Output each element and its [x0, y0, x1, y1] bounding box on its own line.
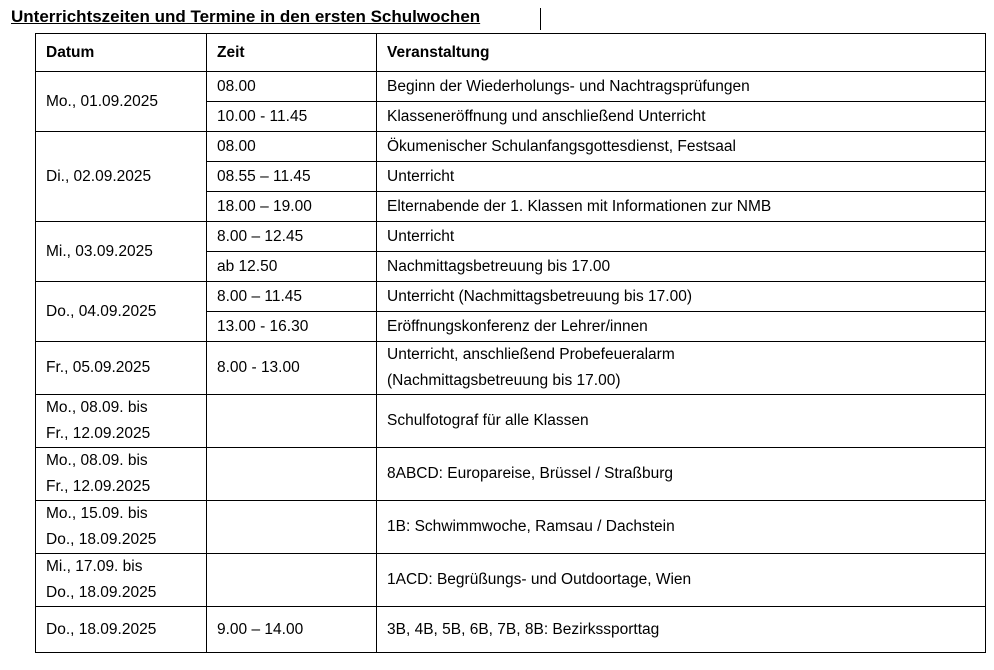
- text-cursor: [540, 8, 541, 30]
- time-cell: 08.55 – 11.45: [207, 162, 377, 192]
- table-header-row: [36, 34, 986, 72]
- table-row: [36, 222, 986, 252]
- event-cell: Unterricht: [377, 222, 986, 252]
- time-cell: [207, 501, 377, 554]
- event-cell: Schulfotograf für alle Klassen: [377, 395, 986, 448]
- date-line: Fr., 12.09.2025: [46, 478, 151, 495]
- date-line: Fr., 12.09.2025: [46, 425, 151, 442]
- table-row: [36, 448, 986, 501]
- date-line: Mi., 17.09. bis: [46, 558, 143, 575]
- table-row: [36, 132, 986, 162]
- event-line: (Nachmittagsbetreuung bis 17.00): [387, 372, 621, 389]
- time-cell: 10.00 - 11.45: [207, 102, 377, 132]
- time-cell: [207, 554, 377, 607]
- date-cell: Fr., 05.09.2025: [36, 342, 207, 395]
- table-row: [36, 282, 986, 312]
- date-line: Mo., 08.09. bis: [46, 452, 148, 469]
- table-row: [36, 554, 986, 607]
- time-cell: 8.00 - 13.00: [207, 342, 377, 395]
- date-range-cell: [36, 395, 207, 448]
- time-cell: 13.00 - 16.30: [207, 312, 377, 342]
- header-veranstaltung: Veranstaltung: [377, 34, 986, 72]
- time-cell: [207, 448, 377, 501]
- time-cell: 8.00 – 11.45: [207, 282, 377, 312]
- time-cell: ab 12.50: [207, 252, 377, 282]
- date-cell: Mo., 01.09.2025: [36, 72, 207, 132]
- table-row: [36, 501, 986, 554]
- event-cell: 3B, 4B, 5B, 6B, 7B, 8B: Bezirkssporttag: [377, 607, 986, 653]
- date-cell: Mi., 03.09.2025: [36, 222, 207, 282]
- date-cell: Di., 02.09.2025: [36, 132, 207, 222]
- event-cell: Eröffnungskonferenz der Lehrer/innen: [377, 312, 986, 342]
- table-row: [36, 342, 986, 395]
- event-line: Unterricht, anschließend Probefeueralarm: [387, 346, 675, 363]
- event-cell: Ökumenischer Schulanfangsgottesdienst, Festsaal: [377, 132, 986, 162]
- event-cell: Elternabende der 1. Klassen mit Informationen zur NMB: [377, 192, 986, 222]
- event-cell: Klasseneröffnung und anschließend Unterricht: [377, 102, 986, 132]
- time-cell: 9.00 – 14.00: [207, 607, 377, 653]
- header-zeit: Zeit: [207, 34, 377, 72]
- date-range-cell: [36, 554, 207, 607]
- table-row: [36, 72, 986, 102]
- event-cell: Beginn der Wiederholungs- und Nachtragsprüfungen: [377, 72, 986, 102]
- event-cell: Unterricht (Nachmittagsbetreuung bis 17.00): [377, 282, 986, 312]
- event-cell: 8ABCD: Europareise, Brüssel / Straßburg: [377, 448, 986, 501]
- date-line: Do., 18.09.2025: [46, 531, 157, 548]
- event-cell: Unterricht: [377, 162, 986, 192]
- date-line: Mo., 15.09. bis: [46, 505, 148, 522]
- time-cell: 18.00 – 19.00: [207, 192, 377, 222]
- date-line: Do., 18.09.2025: [46, 584, 157, 601]
- event-cell: 1B: Schwimmwoche, Ramsau / Dachstein: [377, 501, 986, 554]
- table-row: [36, 607, 986, 653]
- document-title: Unterrichtszeiten und Termine in den ersten Schulwochen: [11, 7, 481, 26]
- table-row: [36, 395, 986, 448]
- date-cell: Do., 04.09.2025: [36, 282, 207, 342]
- event-cell: 1ACD: Begrüßungs- und Outdoortage, Wien: [377, 554, 986, 607]
- event-cell: [377, 342, 986, 395]
- time-cell: [207, 395, 377, 448]
- time-cell: 8.00 – 12.45: [207, 222, 377, 252]
- schedule-table: [35, 33, 986, 653]
- date-range-cell: [36, 501, 207, 554]
- header-datum: Datum: [36, 34, 207, 72]
- date-line: Mo., 08.09. bis: [46, 399, 148, 416]
- date-range-cell: [36, 448, 207, 501]
- event-cell: Nachmittagsbetreuung bis 17.00: [377, 252, 986, 282]
- date-cell: Do., 18.09.2025: [36, 607, 207, 653]
- time-cell: 08.00: [207, 72, 377, 102]
- time-cell: 08.00: [207, 132, 377, 162]
